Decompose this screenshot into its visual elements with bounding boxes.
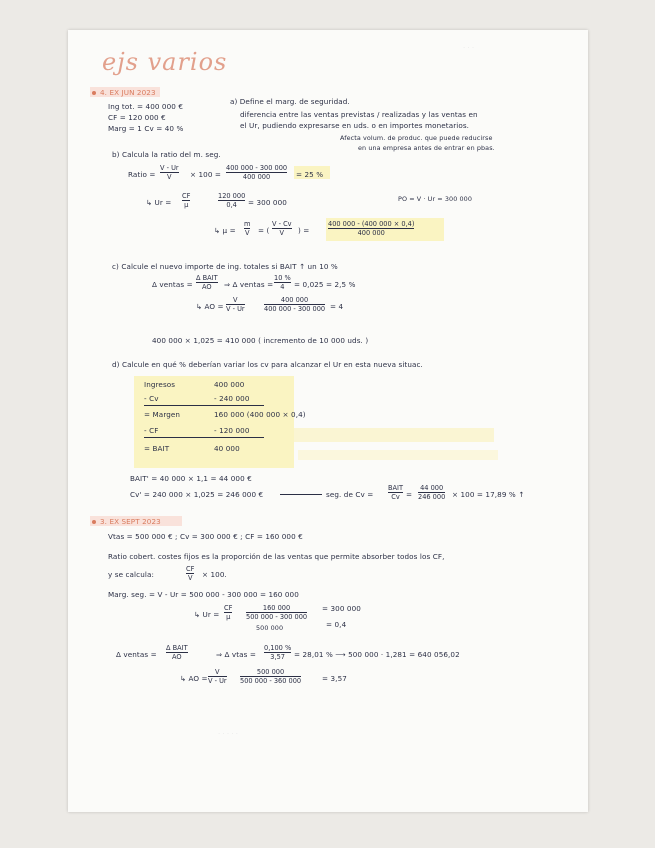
formula-label: Δ ventas = (152, 280, 193, 289)
fraction: CF V (186, 565, 195, 582)
table-row-value: 400 000 (214, 380, 245, 389)
fraction: V V - Ur (226, 296, 245, 313)
formula-text: ) = (298, 226, 310, 235)
fraction: Δ BAIT AO (196, 274, 218, 291)
fraction: BAIT Cv (388, 484, 404, 501)
fraction: 10 % 4 (274, 274, 291, 291)
formula-text: ⇒ Δ ventas = (224, 280, 274, 289)
formula-label: ↳ Ur = (194, 610, 220, 619)
bleed-through: · · · · · (218, 730, 239, 738)
fraction: m V (244, 220, 251, 237)
fraction: V - Cv V (272, 220, 292, 237)
formula-text: × 100 = (190, 170, 222, 179)
result-value: = 28,01 % ⟶ 500 000 · 1,281 = 640 056,02 (294, 650, 460, 659)
fraction: 120 000 0,4 (218, 192, 246, 209)
table-highlight (134, 376, 294, 468)
question-b: b) Calcula la ratio del m. seg. (112, 150, 221, 159)
table-row-value: 40 000 (214, 444, 240, 453)
formula-line: Marg. seg. = V - Ur = 500 000 - 300 000 = 160 000 (108, 590, 299, 599)
formula-text: 500 000 (256, 624, 284, 632)
table-row-value: - 120 000 (214, 426, 250, 435)
fraction: CF μ (182, 192, 191, 209)
fraction: V - Ur V (160, 164, 179, 181)
fraction: 400 000 400 000 - 300 000 (264, 296, 326, 313)
fraction: CF μ (224, 604, 233, 621)
fraction: 160 000 500 000 - 300 000 (246, 604, 308, 621)
fraction: 400 000 - 300 000 400 000 (226, 164, 288, 181)
formula-label: ↳ μ = (214, 226, 236, 235)
formula-text: × 100. (202, 570, 227, 579)
side-note: PO = V · Ur = 300 000 (398, 195, 473, 203)
result-value: = 25 % (296, 170, 324, 179)
formula-label: ↳ Ur = (146, 198, 172, 207)
question-a: a) Define el marg. de seguridad. (230, 97, 350, 106)
table-highlight (298, 450, 498, 460)
result-value: = 300 000 (248, 198, 287, 207)
result-value: = 4 (330, 302, 344, 311)
formula-label: ↳ AO = (180, 674, 208, 683)
result-line: 400 000 × 1,025 = 410 000 ( incremento de 10 000 uds. ) (152, 336, 369, 345)
bullet-icon (92, 91, 96, 95)
question-c: c) Calcule el nuevo importe de ing. totales si BAIT ↑ un 10 % (112, 262, 338, 271)
formula-text: ⇒ Δ vtas = (216, 650, 257, 659)
fraction: 500 000 500 000 - 360 000 (240, 668, 302, 685)
formula-text: = ( (258, 226, 270, 235)
table-row-label: = BAIT (144, 444, 170, 453)
result-value: = 0,4 (326, 620, 347, 629)
fraction: 400 000 - (400 000 × 0,4) 400 000 (328, 220, 415, 237)
data-line: CF = 120 000 € (108, 113, 166, 122)
bullet-icon (92, 520, 96, 524)
data-line: Ing tot. = 400 000 € (108, 102, 184, 111)
definition-text: y se calcula: (108, 570, 154, 579)
answer-text: el Ur, pudiendo expresarse en uds. o en importes monetarios. (240, 121, 470, 130)
table-row-label: - Cv (144, 394, 159, 403)
data-line: Marg = 1 Cv = 40 % (108, 124, 184, 133)
note-text: Afecta volum. de produc. que puede reducirse (340, 134, 493, 142)
notebook-page (68, 30, 588, 812)
page-title: ejs varios (102, 48, 228, 76)
result-value: × 100 = 17,89 % ↑ (452, 490, 525, 499)
table-row-value: 160 000 (400 000 × 0,4) (214, 410, 306, 419)
formula-label: Δ ventas = (116, 650, 157, 659)
result-value: = 0,025 = 2,5 % (294, 280, 356, 289)
arrow-line (280, 494, 322, 495)
fraction: 0,100 % 3,57 (264, 644, 292, 661)
table-highlight (294, 428, 494, 442)
result-value: = 300 000 (322, 604, 361, 613)
result-value: = 3,57 (322, 674, 347, 683)
answer-text: diferencia entre las ventas previstas / realizadas y las ventas en (240, 110, 478, 119)
table-row-value: - 240 000 (214, 394, 250, 403)
result-line: BAIT' = 40 000 × 1,1 = 44 000 € (130, 474, 252, 483)
result-line: Cv' = 240 000 × 1,025 = 246 000 € (130, 490, 264, 499)
table-row-label: = Margen (144, 410, 181, 419)
fraction: V V - Ur (208, 668, 227, 685)
exercise-header: 4. EX JUN 2023 (100, 88, 156, 97)
formula-text: = (406, 490, 413, 499)
table-row-label: Ingresos (144, 380, 176, 389)
formula-label: Ratio = (128, 170, 156, 179)
data-line: Vtas = 500 000 € ; Cv = 300 000 € ; CF = 160 000 € (108, 532, 303, 541)
fraction: 44 000 246 000 (418, 484, 446, 501)
formula-label: seg. de Cv = (326, 490, 374, 499)
exercise-header: 3. EX SEPT 2023 (100, 517, 161, 526)
sum-line (144, 437, 264, 438)
definition-text: Ratio cobert. costes fijos es la proporción de las ventas que permite absorber todos los CF, (108, 552, 445, 561)
note-text: en una empresa antes de entrar en pbas. (358, 144, 495, 152)
sum-line (144, 405, 264, 406)
formula-label: ↳ AO = (196, 302, 224, 311)
question-d: d) Calcule en qué % deberían variar los cv para alcanzar el Ur en esta nueva situac. (112, 360, 423, 369)
fraction: Δ BAIT AO (166, 644, 188, 661)
bleed-through: · · · (463, 44, 475, 52)
table-row-label: - CF (144, 426, 159, 435)
